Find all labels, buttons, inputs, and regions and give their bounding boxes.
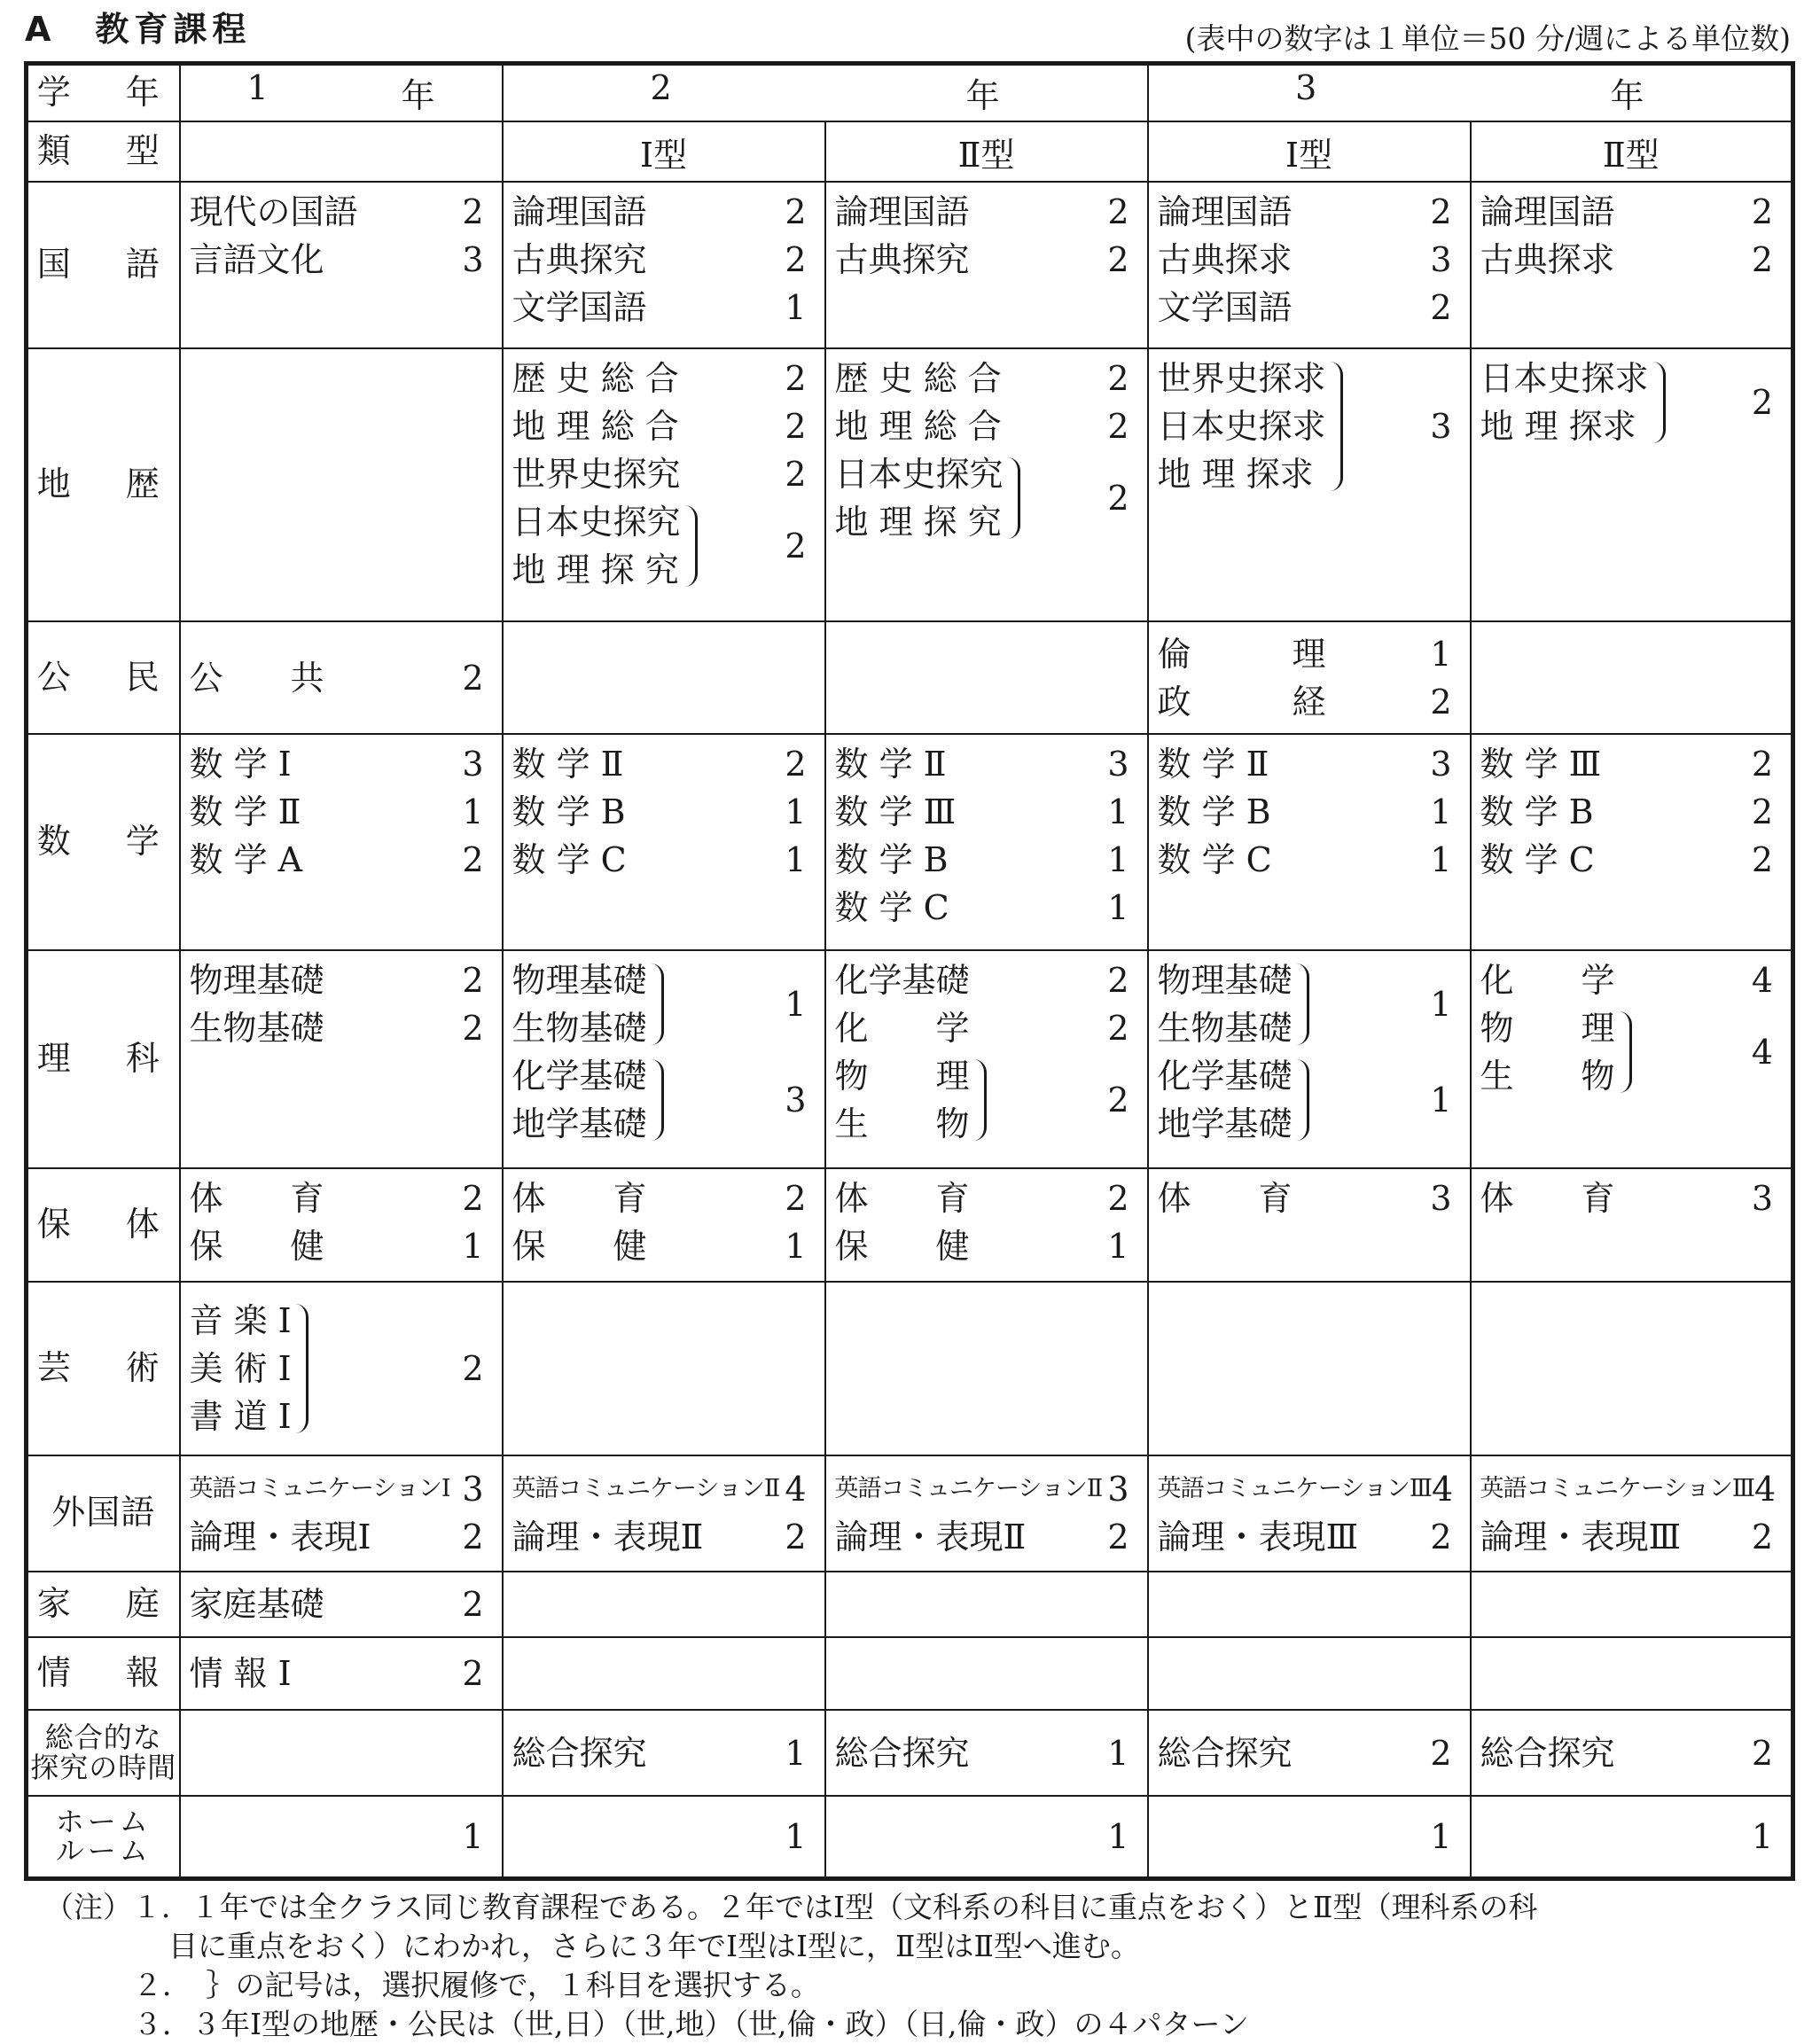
year3-type2: Ⅱ型	[1471, 121, 1793, 183]
cell-katei-y1: 家庭基礎 2	[180, 1572, 503, 1638]
page-title: A 教育課程	[25, 10, 252, 49]
elective-group: 物理基礎 生物基礎 1	[1157, 961, 1452, 1049]
cell-homeroom-y2a: 1	[503, 1796, 825, 1878]
category-hotai: 保 体	[27, 1168, 180, 1282]
cell-katei-y3b	[1471, 1572, 1793, 1638]
note-line: 目に重点をおく）にわかれ，さらに３年でⅠ型はⅠ型に，Ⅱ型はⅡ型へ進む。	[168, 1929, 1140, 1963]
cell-chireki-y3b	[1471, 348, 1793, 622]
cell-sugaku-y3a: 数 学 Ⅱ 3 数 学 B 1 数 学 C 1	[1148, 734, 1471, 950]
row-sugaku	[27, 734, 1793, 950]
category-rika: 理 科	[27, 950, 180, 1167]
cell-homeroom-y2b: 1	[825, 1796, 1148, 1878]
cell-gaikokugo-y2a: 英語コミュニケーションⅡ 4 論理・表現Ⅱ 2	[503, 1455, 825, 1572]
brace-mark	[1296, 963, 1309, 1045]
row-rika	[27, 950, 1793, 1167]
brace-mark	[973, 1059, 987, 1141]
cell-geijutsu-y1	[180, 1282, 503, 1455]
elective-group: 化学基礎 地学基礎 3	[512, 1057, 807, 1144]
cell-hotai-y2a: 体 育 2 保 健 1	[503, 1168, 825, 1282]
note-line: （注）１．１年では全クラス同じ教育課程である。２年ではⅠ型（文科系の科目に重点をおく）とⅡ型（理科系の科	[44, 1890, 1538, 1924]
cell-hotai-y1: 体 育 2 保 健 1	[180, 1168, 503, 1282]
cell-kokugo-y2a: 論理国語 2 古典探究 2 文学国語 1	[503, 182, 825, 347]
elective-group: 音 楽 Ⅰ 美 術 Ⅰ 書 道 Ⅰ 2	[189, 1300, 484, 1436]
brace-mark	[1652, 362, 1666, 443]
row-homeroom	[27, 1796, 1793, 1878]
cell-joho-y3b	[1471, 1637, 1793, 1710]
cell-chireki-y3a	[1148, 348, 1471, 622]
curriculum-table	[24, 61, 1795, 1881]
brace-mark	[295, 1304, 309, 1433]
year1-header: 1 年	[180, 64, 503, 121]
cell-katei-y3a	[1148, 1572, 1471, 1638]
elective-group: 物理基礎 生物基礎 1	[512, 961, 807, 1049]
year3-type1: Ⅰ型	[1148, 121, 1471, 183]
row-sogo	[27, 1710, 1793, 1796]
cell-kokugo-y3a: 論理国語 2 古典探求 3 文学国語 2	[1148, 182, 1471, 347]
cell-sogo-y3b: 総合探究 2	[1471, 1710, 1793, 1796]
cell-homeroom-y3b: 1	[1471, 1796, 1793, 1878]
cell-geijutsu-y2a	[503, 1282, 825, 1455]
elective-group: 日本史探究 地 理 探 究 2	[512, 502, 807, 589]
cell-rika-y1: 物理基礎 2 生物基礎 2	[180, 950, 503, 1167]
category-sugaku: 数 学	[27, 734, 180, 950]
cell-geijutsu-y2b	[825, 1282, 1148, 1455]
cell-sugaku-y2a: 数 学 Ⅱ 2 数 学 B 1 数 学 C 1	[503, 734, 825, 950]
cell-geijutsu-y3a	[1148, 1282, 1471, 1455]
cell-gaikokugo-y3a: 英語コミュニケーションⅢ 4 論理・表現Ⅲ 2	[1148, 1455, 1471, 1572]
cell-geijutsu-y3b	[1471, 1282, 1793, 1455]
brace-mark	[651, 1059, 664, 1141]
cell-chireki-y1	[180, 348, 503, 622]
brace-mark	[1330, 362, 1343, 491]
brace-mark	[1619, 1011, 1632, 1093]
category-gaikokugo: 外国語	[27, 1455, 180, 1572]
cell-gaikokugo-y2b: 英語コミュニケーションⅡ 3 論理・表現Ⅱ 2	[825, 1455, 1148, 1572]
cell-hotai-y3a: 体 育 3	[1148, 1168, 1471, 1282]
cell-kokugo-y3b: 論理国語 2 古典探求 2	[1471, 182, 1793, 347]
cell-joho-y2b	[825, 1637, 1148, 1710]
unit-note: (表中の数字は１単位＝50 分/週による単位数)	[1184, 21, 1791, 56]
cell-rika-y3b: 化 学 4 物 理 生 物 4	[1471, 950, 1793, 1167]
footnotes	[44, 1888, 1782, 2044]
cell-chireki-y2a: 歴 史 総 合 2 地 理 総 合 2 世界史探究 2 日本史探究 地 理 探 究 2	[503, 348, 825, 622]
elective-group: 物 理 生 物 4	[1480, 1009, 1774, 1096]
cell-komin-y2b	[825, 621, 1148, 734]
year3-header: 3 年	[1148, 64, 1793, 121]
row-hotai	[27, 1168, 1793, 1282]
category-joho: 情 報	[27, 1637, 180, 1710]
cell-rika-y2b: 化学基礎 2 化 学 2 物 理 生 物 2	[825, 950, 1148, 1167]
year2-header: 2 年	[503, 64, 1148, 121]
category-chireki: 地 歴	[27, 348, 180, 622]
year1-type-empty	[180, 121, 503, 183]
cell-komin-y3a: 倫 理 1 政 経 2	[1148, 621, 1471, 734]
cell-kokugo-y2b: 論理国語 2 古典探究 2	[825, 182, 1148, 347]
elective-group: 日本史探求 地 理 探求 2	[1480, 358, 1774, 446]
cell-sugaku-y2b: 数 学 Ⅱ 3 数 学 Ⅲ 1 数 学 B 1 数 学 C 1	[825, 734, 1148, 950]
cell-joho-y1: 情 報 Ⅰ 2	[180, 1637, 503, 1710]
cell-sugaku-y1: 数 学 Ⅰ 3 数 学 Ⅱ 1 数 学 A 2	[180, 734, 503, 950]
cell-kokugo-y1: 現代の国語 2 言語文化 3	[180, 182, 503, 347]
cell-sogo-y3a: 総合探究 2	[1148, 1710, 1471, 1796]
category-komin: 公 民	[27, 621, 180, 734]
cell-katei-y2b	[825, 1572, 1148, 1638]
elective-group: 物 理 生 物 2	[834, 1057, 1129, 1144]
cell-sogo-y2a: 総合探究 1	[503, 1710, 825, 1796]
row-kokugo	[27, 182, 1793, 347]
cell-gaikokugo-y3b: 英語コミュニケーションⅢ 4 論理・表現Ⅲ 2	[1471, 1455, 1793, 1572]
cell-katei-y2a	[503, 1572, 825, 1638]
type-header-row	[27, 121, 1793, 183]
cell-homeroom-y1: 1	[180, 1796, 503, 1878]
cell-hotai-y2b: 体 育 2 保 健 1	[825, 1168, 1148, 1282]
cell-komin-y1: 公 共 2	[180, 621, 503, 734]
cell-sugaku-y3b: 数 学 Ⅲ 2 数 学 B 2 数 学 C 2	[1471, 734, 1793, 950]
brace-mark	[1007, 457, 1020, 539]
elective-group: 世界史探求 日本史探求 地 理 探求 3	[1157, 358, 1452, 494]
row-joho	[27, 1637, 1793, 1710]
elective-group: 日本史探究 地 理 探 究 2	[834, 454, 1129, 542]
cell-homeroom-y3a: 1	[1148, 1796, 1471, 1878]
grade-label: 学 年	[27, 64, 180, 121]
year2-type2: Ⅱ型	[825, 121, 1148, 183]
row-gaikokugo	[27, 1455, 1793, 1572]
cell-joho-y3a	[1148, 1637, 1471, 1710]
cell-joho-y2a	[503, 1637, 825, 1710]
row-katei	[27, 1572, 1793, 1638]
category-homeroom: ホーム ルーム	[27, 1796, 180, 1878]
cell-komin-y3b	[1471, 621, 1793, 734]
row-komin	[27, 621, 1793, 734]
category-geijutsu: 芸 術	[27, 1282, 180, 1455]
cell-rika-y2a	[503, 950, 825, 1167]
cell-sogo-y1	[180, 1710, 503, 1796]
row-geijutsu	[27, 1282, 1793, 1455]
category-katei: 家 庭	[27, 1572, 180, 1638]
note-line: ２． ｝の記号は，選択履修で，１科目を選択する。	[133, 1968, 820, 2002]
type-label: 類 型	[27, 121, 180, 183]
brace-mark	[1296, 1059, 1309, 1141]
category-sogo: 総合的な 探究の時間	[27, 1710, 180, 1796]
category-kokugo: 国 語	[27, 182, 180, 347]
cell-hotai-y3b: 体 育 3	[1471, 1168, 1793, 1282]
grade-header-row	[27, 64, 1793, 121]
cell-chireki-y2b: 歴 史 総 合 2 地 理 総 合 2 日本史探究 地 理 探 究 2	[825, 348, 1148, 622]
cell-sogo-y2b: 総合探究 1	[825, 1710, 1148, 1796]
elective-group: 化学基礎 地学基礎 1	[1157, 1057, 1452, 1144]
note-line: ３．３年Ⅰ型の地歴・公民は（世,日）（世,地）（世,倫・政）（日,倫・政）の４パターン	[133, 2007, 1249, 2041]
cell-gaikokugo-y1: 英語コミュニケーションⅠ 3 論理・表現Ⅰ 2	[180, 1455, 503, 1572]
brace-mark	[684, 505, 698, 587]
brace-mark	[651, 963, 664, 1045]
row-chireki	[27, 348, 1793, 622]
year2-type1: Ⅰ型	[503, 121, 825, 183]
cell-rika-y3a	[1148, 950, 1471, 1167]
cell-komin-y2a	[503, 621, 825, 734]
